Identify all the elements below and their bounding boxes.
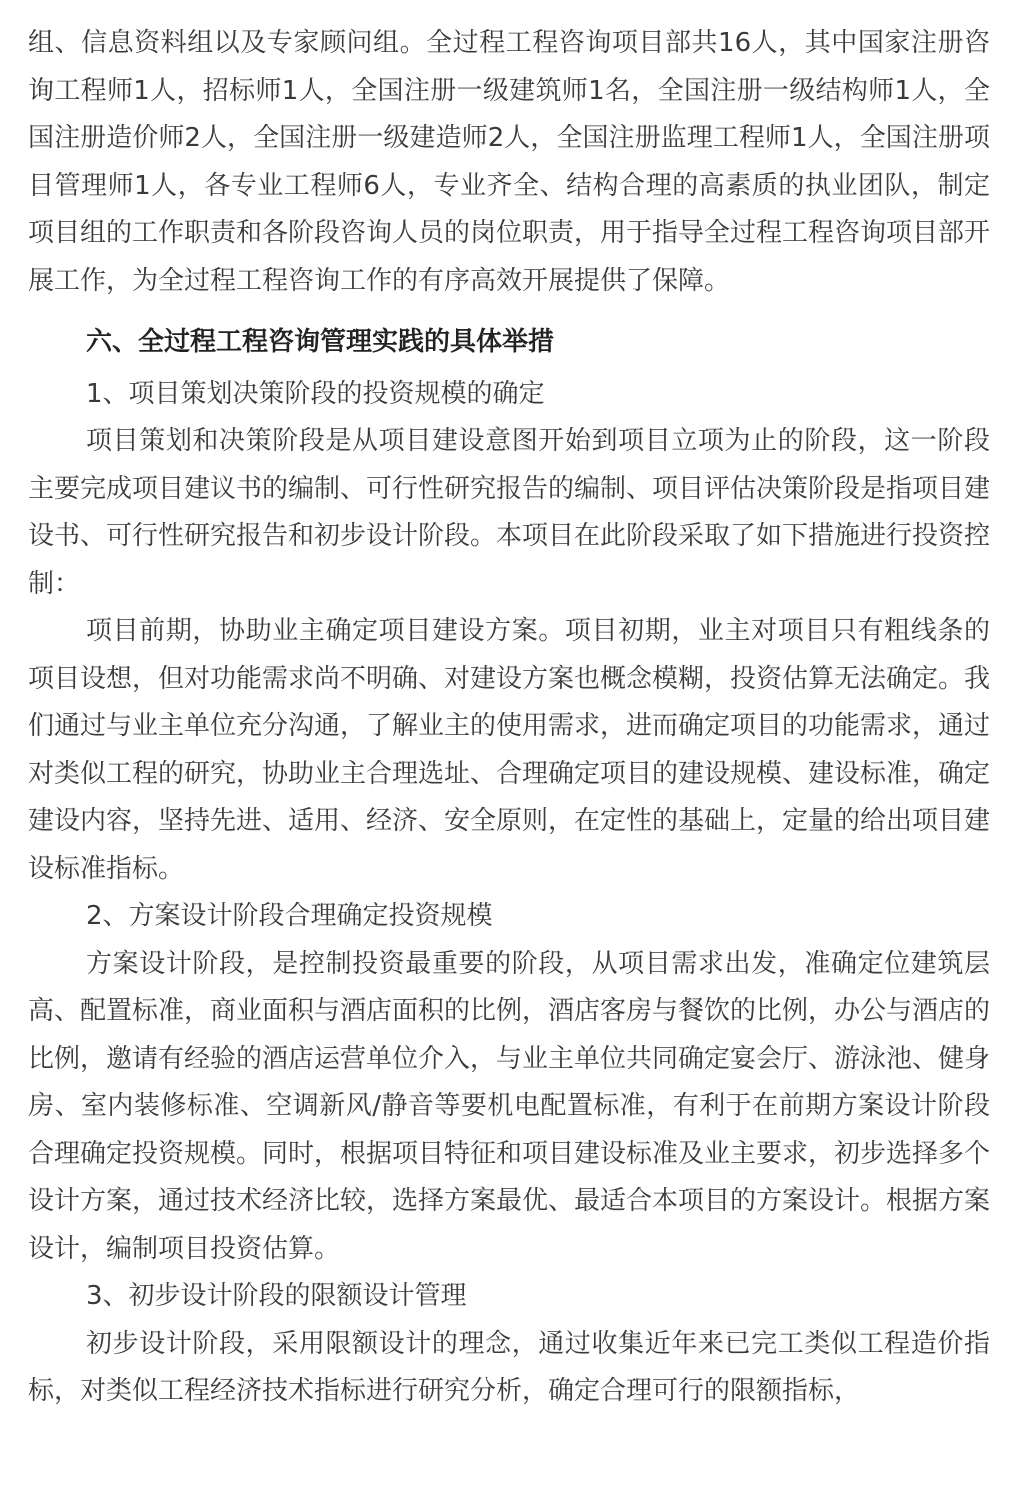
paragraph-decision-stage: 项目策划和决策阶段是从项目建设意图开始到项目立项为止的阶段，这一阶段主要完成项目建议书的编制、可行性研究报告的编制、项目评估决策阶段是指项目建设书、可行性研究报告和初步设计阶段。本项目在此阶段采取了如下措施进行投资控制：: [28, 426, 991, 599]
document-page: [28, 20, 990, 1416]
paragraph-preliminary-design: 初步设计阶段，采用限额设计的理念，通过收集近年来已完工类似工程造价指标，对类似工程经济技术指标进行研究分析，确定合理可行的限额指标，: [28, 1328, 990, 1406]
subsection-heading-2: 2、方案设计阶段合理确定投资规模: [86, 901, 493, 931]
subsection-heading-3: 3、初步设计阶段的限额设计管理: [86, 1281, 467, 1311]
section-heading-six: 六、全过程工程咨询管理实践的具体举措: [86, 327, 555, 357]
paragraph-early-phase: 项目前期，协助业主确定项目建设方案。项目初期，业主对项目只有粗线条的项目设想，但对功能需求尚不明确、对建设方案也概念模糊，投资估算无法确定。我们通过与业主单位充分沟通，了解业主的使用需求，进而确定项目的功能需求，通过对类似工程的研究，协助业主合理选址、合理确定项目的建设规模、建设标准，确定建设内容，坚持先进、适用、经济、安全原则，在定性的基础上，定量的给出项目建设标准指标。: [28, 616, 991, 884]
subsection-heading-1: 1、项目策划决策阶段的投资规模的确定: [86, 378, 545, 409]
paragraph-scheme-design: 方案设计阶段，是控制投资最重要的阶段，从项目需求出发，准确定位建筑层高、配置标准，商业面积与酒店面积的比例，酒店客房与餐饮的比例，办公与酒店的比例，邀请有经验的酒店运营单位介入，与业主单位共同确定宴会厅、游泳池、健身房、室内装修标准、空调新风/静音等要机电配置标准，有利于在前期方案设计阶段合理确定投资规模。同时，根据项目特征和项目建设标准及业主要求，初步选择多个设计方案，通过技术经济比较，选择方案最优、最适合本项目的方案设计。根据方案设计，编制项目投资估算。: [28, 948, 991, 1264]
paragraph-team-composition: 组、信息资料组以及专家顾问组。全过程工程咨询项目部共16人，其中国家注册咨询工程师1人，招标师1人，全国注册一级建筑师1名，全国注册一级结构师1人，全国注册造价师2人，全国注册一级建造师2人，全国注册监理工程师1人，全国注册项目管理师1人，各专业工程师6人，专业齐全、结构合理的高素质的执业团队，制定项目组的工作职责和各阶段咨询人员的岗位职责，用于指导全过程工程咨询项目部开展工作，为全过程工程咨询工作的有序高效开展提供了保障。: [28, 28, 991, 296]
